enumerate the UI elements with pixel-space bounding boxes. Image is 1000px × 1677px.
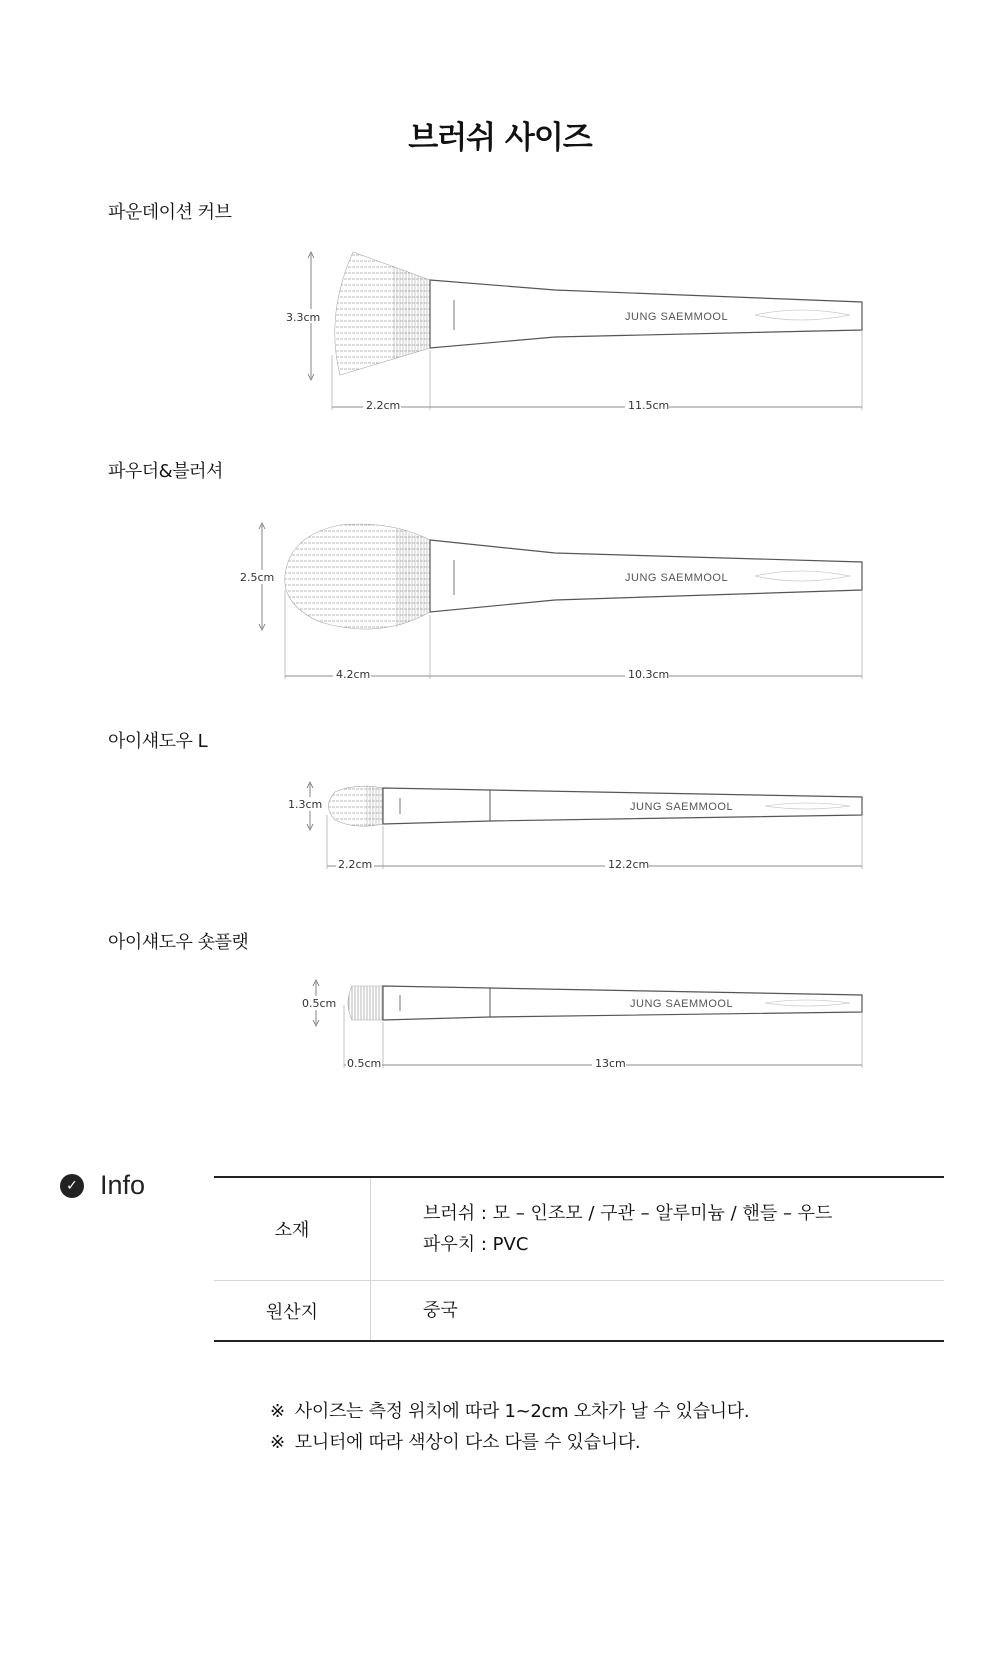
- brand-logo: JUNG SAEMMOOL: [630, 801, 734, 813]
- table-row: [214, 1281, 944, 1342]
- brush-foundation-curve: [282, 252, 862, 412]
- table-row: [214, 1177, 944, 1281]
- notes: [270, 1396, 749, 1458]
- note-text: 모니터에 따라 색상이 다소 다를 수 있습니다.: [294, 1432, 641, 1453]
- brush-powder-blusher: [238, 523, 862, 681]
- dimension-head: 0.5cm: [347, 1057, 382, 1070]
- dimension-height: 3.3cm: [286, 311, 321, 324]
- dimension-head: 2.2cm: [366, 399, 401, 412]
- brush-label-eyeshadow-short-flat: 아이섀도우 숏플랫: [108, 932, 249, 953]
- note-line: [270, 1396, 749, 1427]
- note-line: [270, 1427, 749, 1458]
- dimension-handle: 10.3cm: [628, 668, 670, 681]
- row-key-material: 소재: [214, 1177, 371, 1281]
- brand-logo: JUNG SAEMMOOL: [630, 998, 734, 1010]
- dimension-height: 1.3cm: [288, 798, 323, 811]
- brush-label-eyeshadow-l: 아이섀도우 L: [108, 731, 208, 752]
- dimension-head: 2.2cm: [338, 858, 373, 871]
- check-circle-icon: ✓: [60, 1174, 84, 1198]
- brush-eyeshadow-l: [285, 782, 862, 871]
- brand-logo: JUNG SAEMMOOL: [625, 572, 729, 584]
- note-mark: ※: [270, 1432, 285, 1453]
- info-table: [214, 1176, 944, 1342]
- material-line: 파우치 : PVC: [423, 1234, 529, 1255]
- note-mark: ※: [270, 1401, 285, 1422]
- row-value-origin: 중국: [423, 1300, 458, 1321]
- brush-label-foundation-curve: 파운데이션 커브: [108, 202, 232, 223]
- info-header: [60, 1170, 145, 1201]
- dimension-height: 0.5cm: [302, 997, 337, 1010]
- page-title: 브러쉬 사이즈: [408, 120, 592, 156]
- row-value-material: [371, 1177, 945, 1281]
- dimension-handle: 11.5cm: [628, 399, 670, 412]
- dimension-handle: 13cm: [595, 1057, 626, 1070]
- brush-eyeshadow-short-flat: [300, 980, 862, 1070]
- info-title: Info: [100, 1170, 146, 1200]
- material-line: 브러쉬 : 모 – 인조모 / 구관 – 알루미늄 / 핸들 – 우드: [423, 1203, 833, 1224]
- row-key-origin: 원산지: [214, 1281, 371, 1342]
- dimension-handle: 12.2cm: [608, 858, 650, 871]
- note-text: 사이즈는 측정 위치에 따라 1~2cm 오차가 날 수 있습니다.: [294, 1401, 750, 1422]
- dimension-head: 4.2cm: [336, 668, 371, 681]
- brush-label-powder-blusher: 파우더&블러셔: [108, 461, 223, 482]
- brand-logo: JUNG SAEMMOOL: [625, 311, 729, 323]
- dimension-height: 2.5cm: [240, 571, 275, 584]
